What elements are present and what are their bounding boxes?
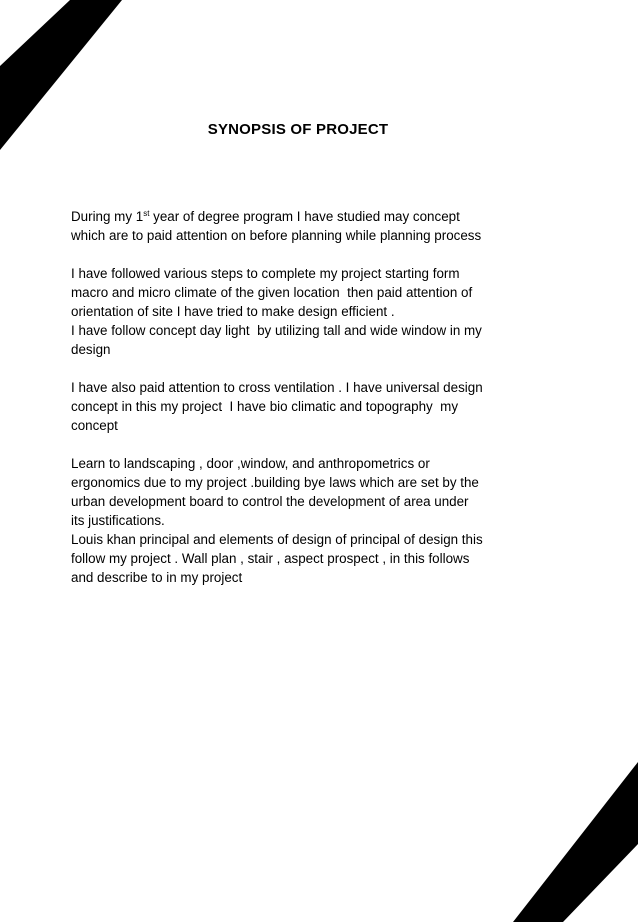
superscript: st xyxy=(143,209,150,218)
text-line: its justifications. xyxy=(71,513,165,528)
text-segment: During my 1 xyxy=(71,209,144,224)
text-line: I have follow concept day light by utilizing tall and wide window in my xyxy=(71,323,482,338)
paragraph-1 xyxy=(71,207,561,245)
synopsis-body xyxy=(71,207,561,587)
paragraph-4 xyxy=(71,454,561,587)
text-line: I have also paid attention to cross ventilation . I have universal design xyxy=(71,380,483,395)
bottom-right-corner-band xyxy=(513,762,638,922)
page-title: SYNOPSIS OF PROJECT xyxy=(207,121,389,138)
text-line: Learn to landscaping , door ,window, and anthropometrics or xyxy=(71,456,430,471)
text-line: Louis khan principal and elements of design of principal of design this xyxy=(71,532,483,547)
text-segment: year of degree program I have studied may concept xyxy=(149,209,460,224)
text-line: and describe to in my project xyxy=(71,570,243,585)
text-line: ergonomics due to my project .building bye laws which are set by the xyxy=(71,475,479,490)
text-line: concept xyxy=(71,418,118,433)
text-line: orientation of site I have tried to make design efficient . xyxy=(71,304,395,319)
text-line: macro and micro climate of the given location then paid attention of xyxy=(71,285,473,300)
text-line: urban development board to control the development of area under xyxy=(71,494,469,509)
text-line: I have followed various steps to complete my project starting form xyxy=(71,266,460,281)
text-line: design xyxy=(71,342,111,357)
paragraph-2 xyxy=(71,264,561,359)
text-line xyxy=(71,207,561,226)
text-line: follow my project . Wall plan , stair , aspect prospect , in this follows xyxy=(71,551,470,566)
text-line: which are to paid attention on before planning while planning process xyxy=(71,228,482,243)
text-line: concept in this my project I have bio climatic and topography my xyxy=(71,399,459,414)
paragraph-3 xyxy=(71,378,561,435)
